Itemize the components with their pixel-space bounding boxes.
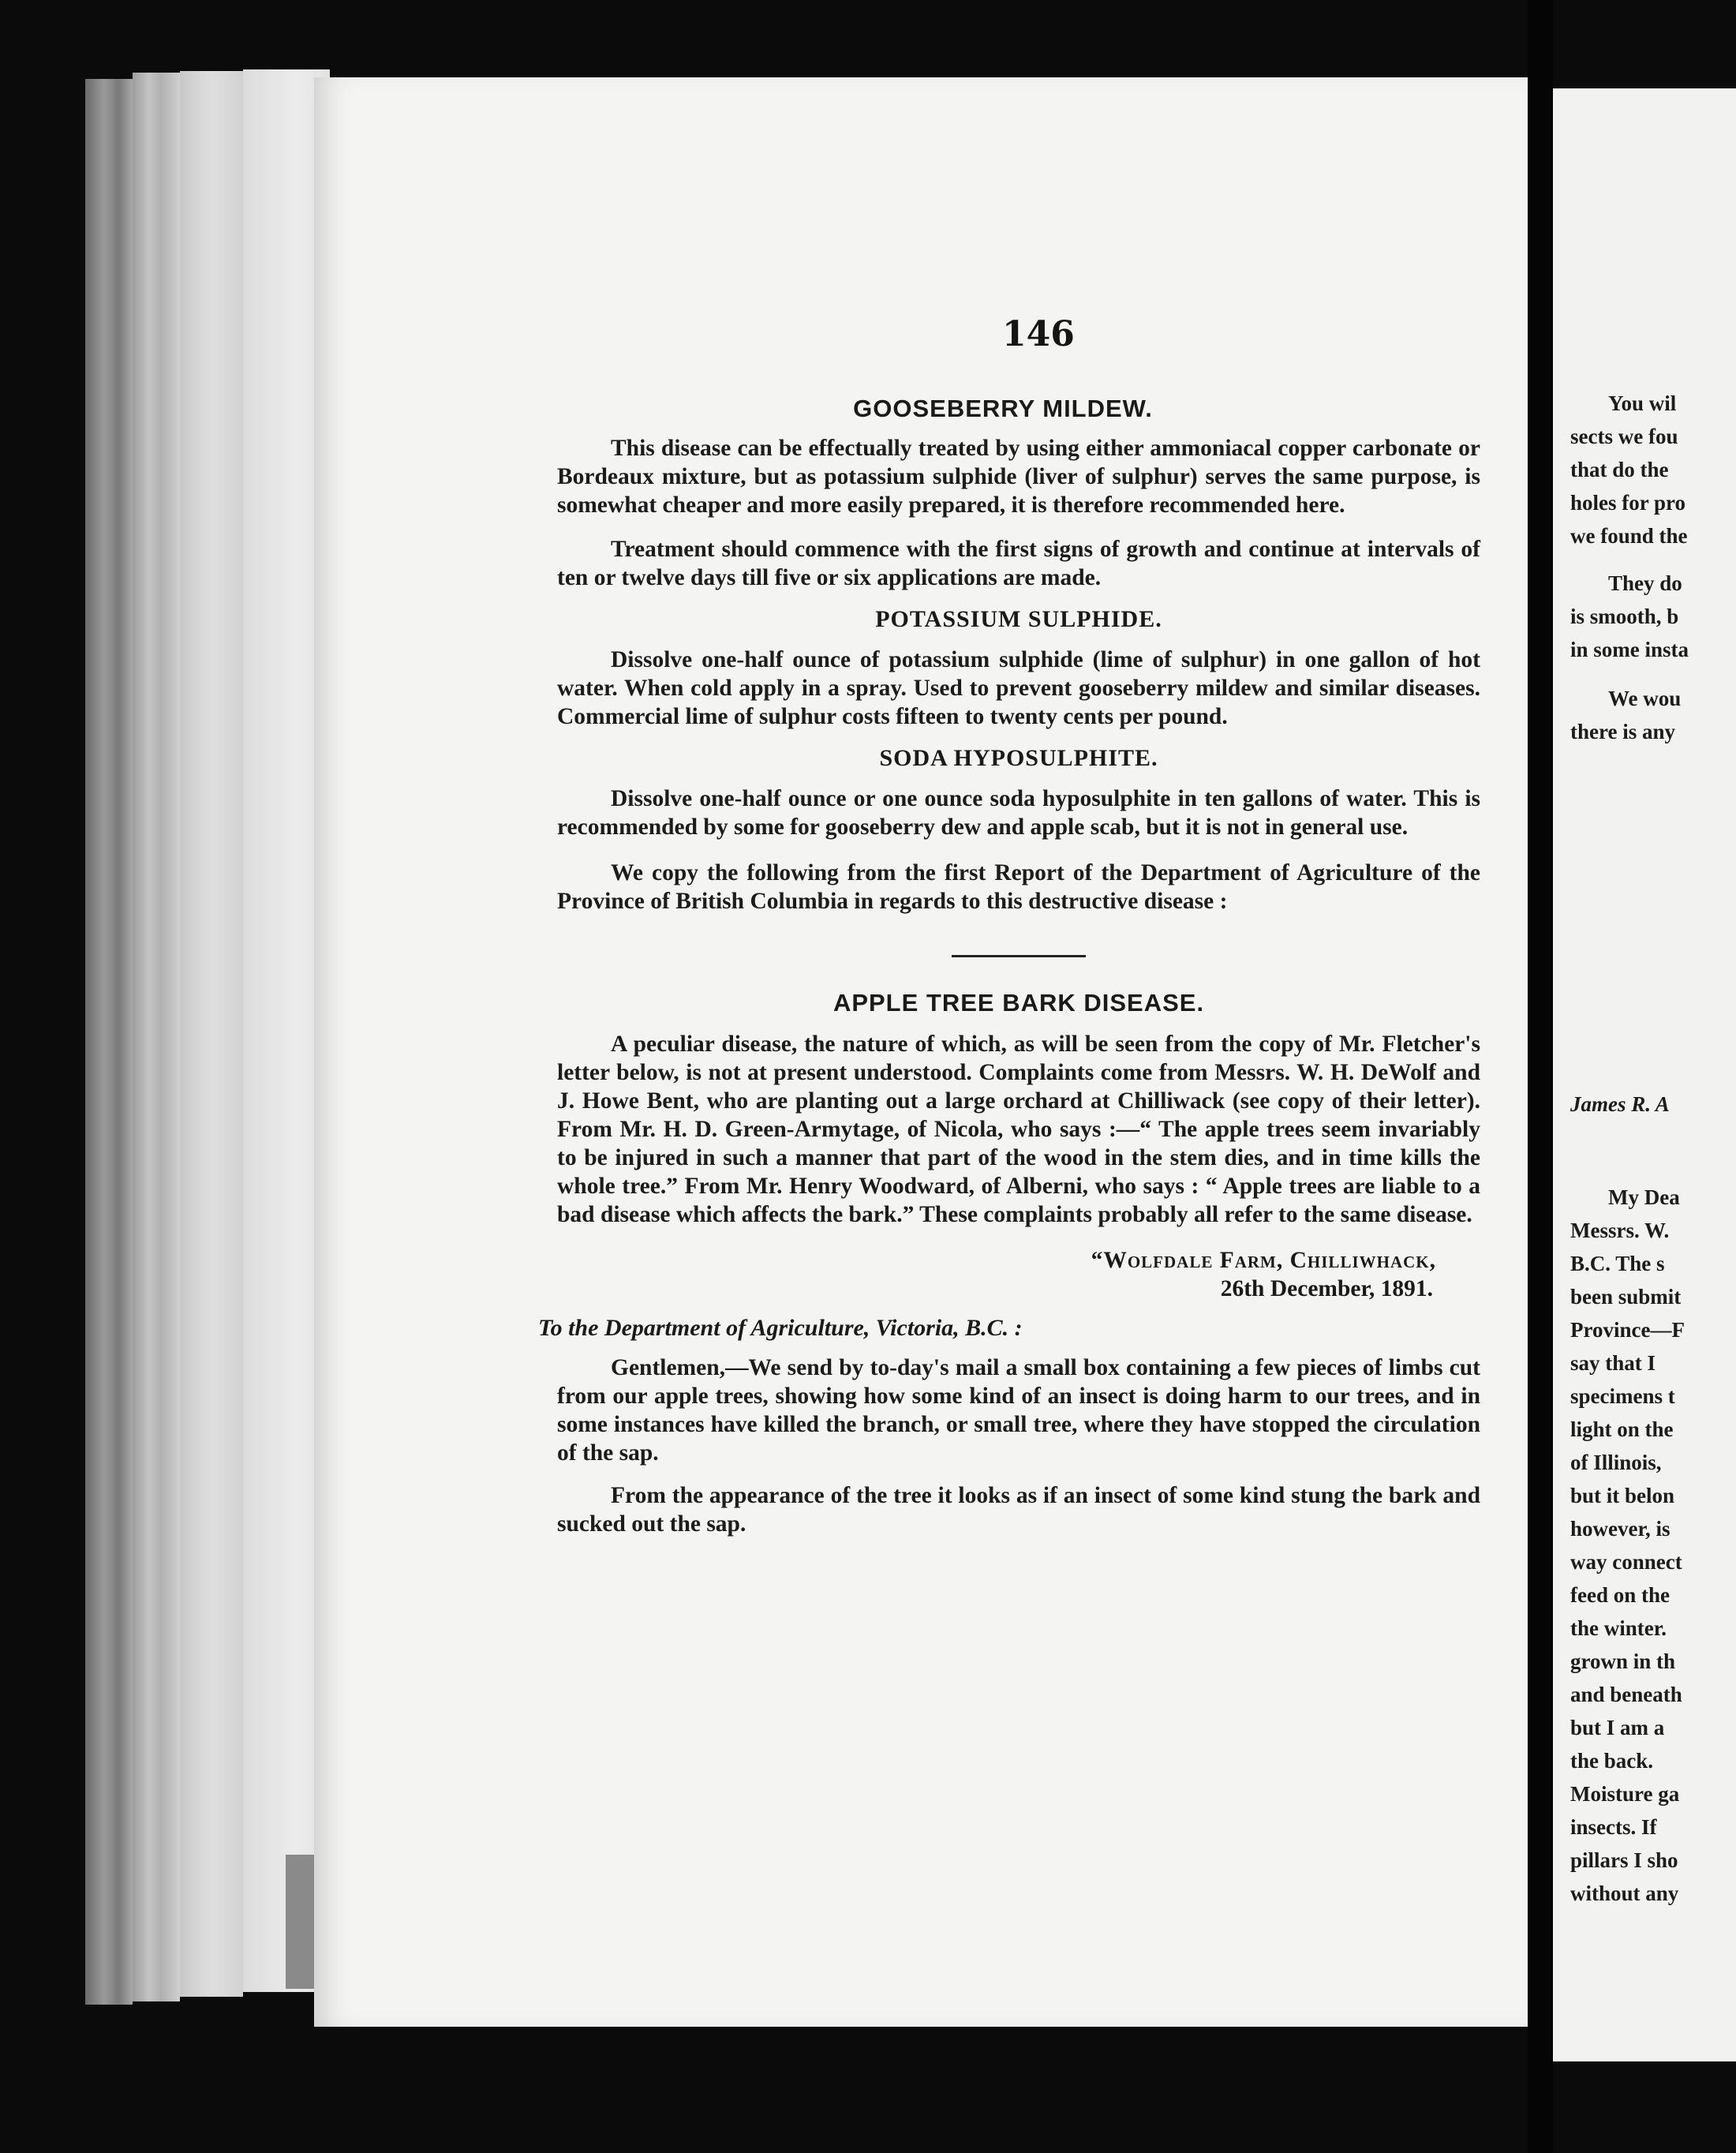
right-line: and beneath — [1570, 1683, 1682, 1706]
right-line: We wou — [1608, 687, 1682, 710]
page-edges-light — [180, 71, 243, 1997]
right-line: You wil — [1608, 391, 1677, 415]
right-line: light on the — [1570, 1417, 1674, 1441]
soda-paragraph: Dissolve one-half ounce or one ounce soda hyposulphite in ten gallons of water. This is recommended by some for gooseberry dew and apple scab, but it is not in general use. — [557, 786, 1480, 840]
right-line: Moisture ga — [1570, 1782, 1680, 1806]
letter-paragraph-2: From the appearance of the tree it looks as if an insect of some kind stung the bark and sucked out the sap. — [557, 1483, 1480, 1537]
right-line: been submit — [1570, 1285, 1682, 1309]
right-line: specimens t — [1570, 1384, 1675, 1408]
right-line: but it belon — [1570, 1484, 1675, 1507]
right-line: without any — [1570, 1882, 1679, 1905]
right-line: the winter. — [1570, 1616, 1667, 1640]
letter-place: “Wolfdale Farm, Chilliwhack, — [1091, 1248, 1436, 1273]
page-number: 146 — [1002, 314, 1075, 354]
right-line: Messrs. W. — [1570, 1219, 1670, 1242]
right-line: is smooth, b — [1570, 605, 1679, 628]
right-line: feed on the — [1570, 1583, 1670, 1607]
letter-address: To the Department of Agriculture, Victoria, B.C. : — [538, 1315, 1023, 1341]
heading-soda-hyposulphite: SODA HYPOSULPHITE. — [879, 745, 1158, 771]
right-line: Province—F — [1570, 1318, 1685, 1342]
right-line: but I am a — [1570, 1716, 1665, 1739]
heading-potassium-sulphide: POTASSIUM SULPHIDE. — [875, 606, 1162, 632]
right-line: we found the — [1570, 524, 1688, 548]
gooseberry-paragraph-2: Treatment should commence with the first signs of growth and continue at intervals of ten or twelve days till five or six applications are made. — [557, 537, 1480, 590]
right-line: say that I — [1570, 1351, 1656, 1375]
right-line: there is any — [1570, 720, 1675, 743]
right-line: the back. — [1570, 1749, 1654, 1773]
right-line: sects we fou — [1570, 425, 1678, 448]
right-line: in some insta — [1570, 638, 1689, 661]
letter-date: 26th December, 1891. — [1220, 1276, 1433, 1301]
book-gutter — [1528, 0, 1553, 2153]
page-edges-dark — [85, 79, 133, 2005]
potassium-paragraph: Dissolve one-half ounce of potassium sulphide (lime of sulphur) in one gallon of hot water. When cold apply in a spray. Used to prevent gooseberry mildew and similar diseases. Commercial lime of sulphur costs fifteen to twenty cents per pound. — [557, 647, 1480, 729]
right-line: that do the — [1570, 458, 1669, 481]
right-line: however, is — [1570, 1517, 1671, 1541]
right-line: James R. A — [1570, 1092, 1670, 1116]
heading-apple-tree-bark-disease: APPLE TREE BARK DISEASE. — [832, 989, 1205, 1017]
letter-paragraph-1: Gentlemen,—We send by to-day's mail a small box containing a few pieces of limbs cut from our apple trees, showing how some kind of an insect is doing harm to our trees, and in some instances have killed the branch, or small tree, where they have stopped the circulation of the sap. — [557, 1355, 1480, 1466]
right-line: insects. If — [1570, 1815, 1657, 1839]
right-line: holes for pro — [1570, 491, 1686, 515]
right-line: way connect — [1570, 1550, 1682, 1574]
right-line: B.C. The s — [1570, 1252, 1665, 1275]
right-line: of Illinois, — [1570, 1451, 1662, 1474]
right-page — [1553, 88, 1736, 2061]
apple-paragraph: A peculiar disease, the nature of which, as will be seen from the copy of Mr. Fletcher's letter below, is not at present understood. Complaints come from Messrs. W. H. DeWolf and J. Howe Bent, who are planting out a large orchard at Chilliwack (see copy of their letter). From Mr. H. D. Green-Armytage, of Nicola, who says :—“ The apple trees seem invariably to be injured in such a manner that part of the wood in the stem dies, and in time kills the whole tree.” From Mr. Henry Woodward, of Alberni, who says : “ Apple trees are liable to a bad disease which affects the bark.” These complaints probably all refer to the same disease. — [557, 1032, 1480, 1227]
right-line: grown in th — [1570, 1649, 1676, 1673]
right-line: My Dea — [1608, 1185, 1680, 1209]
right-line: pillars I sho — [1570, 1848, 1678, 1872]
page-edges-mid — [133, 73, 180, 2001]
intro-paragraph: We copy the following from the first Report of the Department of Agriculture of the Province of British Columbia in regards to this destructive disease : — [557, 860, 1480, 914]
heading-gooseberry-mildew: GOOSEBERRY MILDEW. — [853, 395, 1153, 422]
gooseberry-paragraph-1: This disease can be effectually treated by using either ammoniacal copper carbonate or Bordeaux mixture, but as potassium sulphide (liver of sulphur) serves the same purpose, is somewhat cheaper and more easily prepared, it is therefore recommended here. — [557, 436, 1480, 518]
page-content — [538, 308, 1480, 1538]
right-line: They do — [1608, 571, 1682, 595]
